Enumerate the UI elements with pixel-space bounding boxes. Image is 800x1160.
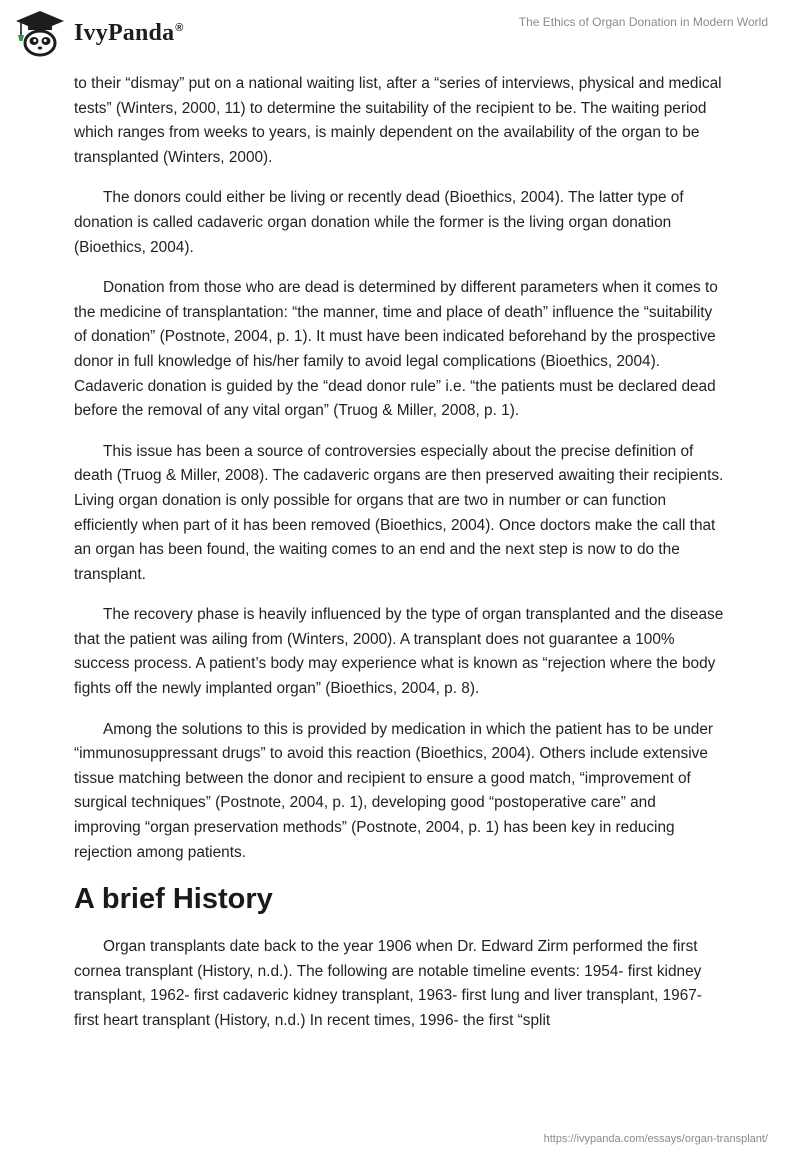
essay-content (74, 72, 726, 1050)
paragraph-3: Donation from those who are dead is determined by different parameters when it comes to the medicine of transplantation: “the manner, time and place of death” influence the “suitability of donation” (Postnote, 2004, p. 1). It must have been indicated beforehand by the prospective donor in full knowledge of his/her family to avoid legal complications (Bioethics, 2004). Cadaveric donation is guided by the “dead donor rule” i.e. “the patients must be declared dead before the removal of any vital organ” (Truog & Miller, 2008, p. 1). (74, 279, 718, 420)
source-url[interactable]: https://ivypanda.com/essays/organ-transplant/ (543, 1133, 768, 1145)
paragraph-4: This issue has been a source of controversies especially about the precise definition of death (Truog & Miller, 2008). The cadaveric organs are then preserved awaiting their recipients. Living organ donation is only possible for organs that are two in number or can function efficiently when part of it has been removed (Bioethics, 2004). Once doctors make the call that an organ has been found, the waiting comes to an end and the next step is now to do the transplant. (74, 442, 724, 583)
paragraph-5: The recovery phase is heavily influenced by the type of organ transplanted and the disease that the patient was ailing from (Winters, 2000). A transplant does not guarantee a 100% success process. A patient’s body may experience what is known as “rejection where the body fights off the newly implanted organ” (Bioethics, 2004, p. 8). (74, 606, 724, 698)
paragraph-6: Among the solutions to this is provided by medication in which the patient has to be under “immunosuppressant drugs” to avoid this reaction (Bioethics, 2004). Others include extensive tissue matching between the donor and recipient to ensure a good match, “improvement of surgical techniques” (Postnote, 2004, p. 1), developing good “postoperative care” and improving “organ preservation methods” (Postnote, 2004, p. 1) has been key in reducing rejection among patients. (74, 720, 714, 861)
section-heading: A brief History (74, 883, 273, 916)
page-header (0, 0, 800, 70)
brand-name: IvyPanda® (74, 19, 184, 46)
brand-logo[interactable] (14, 8, 184, 58)
paragraph-1: to their “dismay” put on a national waiting list, after a “series of interviews, physical and medical tests” (Winters, 2000, 11) to determine the suitability of the recipient to be. The waiting period which ranges from weeks to years, is mainly dependent on the availability of the organ to be transplanted (Winters, 2000). (74, 75, 722, 166)
graduation-cap-panda-icon (14, 8, 66, 58)
paragraph-2: The donors could either be living or recently dead (Bioethics, 2004). The latter type of donation is called cadaveric organ donation while the former is the living organ donation (Bioethics, 2004). (74, 189, 684, 256)
history-paragraph: Organ transplants date back to the year 1906 when Dr. Edward Zirm performed the first cornea transplant (History, n.d.). The following are notable timeline events: 1954- first kidney transplant, 1962- first cadaveric kidney transplant, 1963- first lung and liver transplant, 1967- first heart transplant (History, n.d.) In recent times, 1996- the first “split (74, 938, 702, 1029)
document-title: The Ethics of Organ Donation in Modern World (518, 15, 768, 29)
